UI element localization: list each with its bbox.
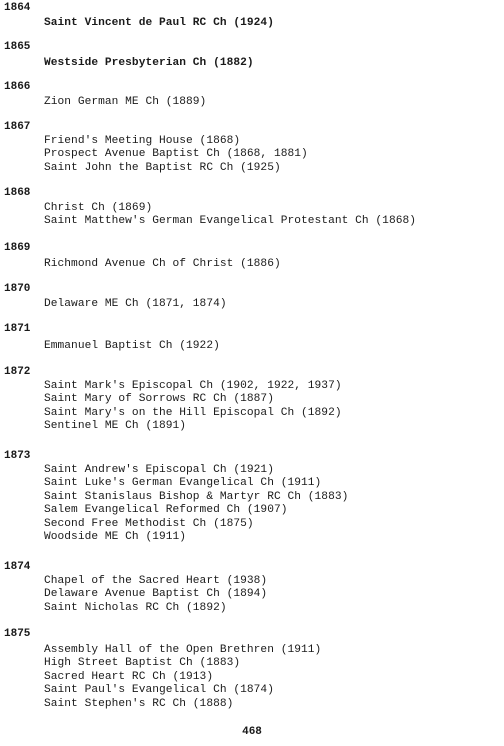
year-entry-1875 (4, 628, 321, 711)
year-heading: 1869 (4, 242, 31, 254)
church-item: Emmanuel Baptist Ch (1922) (44, 340, 220, 352)
church-item: Woodside ME Ch (1911) (44, 531, 187, 544)
year-heading: 1871 (4, 323, 31, 335)
year-entry-1870 (4, 283, 227, 311)
year-heading: 1867 (4, 121, 31, 133)
year-heading: 1873 (4, 450, 31, 462)
church-list (44, 380, 342, 434)
year-heading: 1866 (4, 81, 31, 93)
church-item: Saint Vincent de Paul RC Ch (1924) (44, 17, 274, 29)
church-list (44, 340, 220, 353)
church-item: Saint Matthew's German Evangelical Protestant Ch (1868) (44, 215, 416, 228)
church-item: Assembly Hall of the Open Brethren (1911) (44, 644, 322, 656)
church-item: Saint Andrew's Episcopal Ch (1921) (44, 464, 274, 476)
church-item: Saint Mary of Sorrows RC Ch (1887) (44, 393, 274, 406)
church-item: Saint Mary's on the Hill Episcopal Ch (1892) (44, 406, 342, 419)
church-item: Salem Evangelical Reformed Ch (1907) (44, 504, 288, 517)
church-item: Saint Nicholas RC Ch (1892) (44, 601, 227, 614)
church-list (44, 298, 227, 311)
church-item: Saint Stanislaus Bishop & Martyr RC Ch (1883) (44, 490, 349, 503)
church-item: Friend's Meeting House (1868) (44, 135, 241, 147)
church-item: Delaware Avenue Baptist Ch (1894) (44, 588, 268, 601)
church-item: Prospect Avenue Baptist Ch (1868, 1881) (44, 148, 308, 161)
church-item: Saint John the Baptist RC Ch (1925) (44, 161, 281, 174)
year-entry-1868 (4, 187, 416, 229)
church-item: Westside Presbyterian Ch (1882) (44, 57, 254, 69)
year-entry-1873 (4, 450, 348, 544)
church-list (44, 135, 308, 175)
church-list (44, 202, 416, 229)
year-entry-1866 (4, 81, 206, 109)
year-heading: 1864 (4, 2, 31, 14)
year-heading: 1870 (4, 283, 31, 295)
year-entry-1867 (4, 121, 308, 175)
church-item: Christ Ch (1869) (44, 202, 153, 214)
church-item: High Street Baptist Ch (1883) (44, 657, 241, 670)
year-heading: 1875 (4, 628, 31, 640)
church-list (44, 644, 321, 711)
year-entry-1865 (4, 41, 254, 70)
church-list (44, 575, 267, 615)
church-list (44, 96, 206, 109)
church-list (44, 464, 348, 544)
year-entry-1872 (4, 366, 342, 434)
church-item: Sentinel ME Ch (1891) (44, 420, 187, 433)
church-item: Zion German ME Ch (1889) (44, 96, 207, 108)
church-item: Saint Stephen's RC Ch (1888) (44, 697, 234, 710)
church-item: Saint Mark's Episcopal Ch (1902, 1922, 1937) (44, 380, 342, 392)
year-entry-1864 (4, 2, 274, 30)
church-list (44, 57, 254, 70)
year-entry-1874 (4, 561, 267, 615)
year-heading: 1868 (4, 187, 31, 199)
year-heading: 1874 (4, 561, 31, 573)
page-number: 468 (242, 726, 262, 738)
church-item: Saint Luke's German Evangelical Ch (1911) (44, 477, 322, 490)
church-item: Sacred Heart RC Ch (1913) (44, 670, 214, 683)
church-item: Saint Paul's Evangelical Ch (1874) (44, 684, 274, 697)
church-list (44, 17, 274, 30)
year-heading: 1865 (4, 41, 31, 53)
church-item: Chapel of the Sacred Heart (1938) (44, 575, 268, 587)
church-item: Second Free Methodist Ch (1875) (44, 517, 254, 530)
year-entry-1869 (4, 242, 281, 271)
church-item: Richmond Avenue Ch of Christ (1886) (44, 258, 281, 270)
church-list (44, 258, 281, 271)
year-entry-1871 (4, 323, 220, 353)
year-heading: 1872 (4, 366, 31, 378)
church-item: Delaware ME Ch (1871, 1874) (44, 298, 227, 310)
